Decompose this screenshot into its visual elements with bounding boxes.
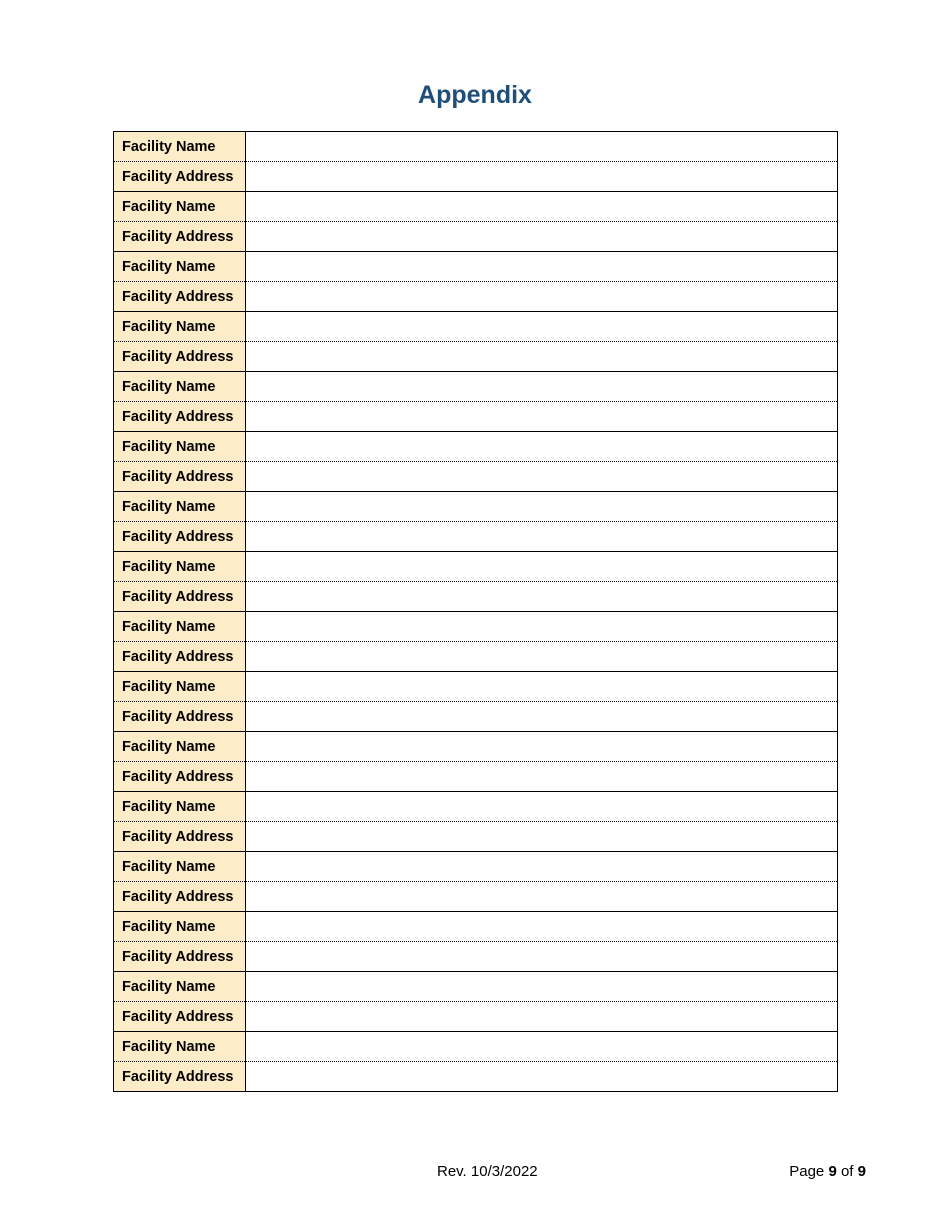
facility-name-label: Facility Name (114, 972, 246, 1002)
facility-address-input[interactable] (246, 882, 837, 911)
facility-address-input[interactable] (246, 402, 837, 431)
facility-address-input-cell[interactable] (246, 342, 838, 372)
facility-address-label: Facility Address (114, 702, 246, 732)
facility-address-row (114, 402, 838, 432)
facility-address-input[interactable] (246, 1002, 837, 1031)
facility-name-label: Facility Name (114, 672, 246, 702)
facility-name-input-cell[interactable] (246, 672, 838, 702)
facility-address-input[interactable] (246, 702, 837, 731)
revision-date: Rev. 10/3/2022 (437, 1163, 538, 1180)
facility-address-input[interactable] (246, 522, 837, 551)
facility-address-row (114, 522, 838, 552)
facility-name-label: Facility Name (114, 792, 246, 822)
facility-name-label: Facility Name (114, 552, 246, 582)
facility-name-input-cell[interactable] (246, 852, 838, 882)
facility-table (113, 131, 838, 1092)
facility-address-row (114, 162, 838, 192)
facility-address-input-cell[interactable] (246, 702, 838, 732)
facility-name-input[interactable] (246, 612, 837, 641)
page-title: Appendix (418, 81, 532, 109)
facility-address-label: Facility Address (114, 882, 246, 912)
facility-address-label: Facility Address (114, 462, 246, 492)
facility-name-input[interactable] (246, 852, 837, 881)
facility-name-row (114, 552, 838, 582)
facility-name-row (114, 672, 838, 702)
facility-address-input-cell[interactable] (246, 162, 838, 192)
facility-address-label: Facility Address (114, 822, 246, 852)
facility-name-input[interactable] (246, 252, 837, 281)
facility-address-label: Facility Address (114, 282, 246, 312)
facility-address-label: Facility Address (114, 942, 246, 972)
facility-address-input-cell[interactable] (246, 1062, 838, 1092)
facility-address-label: Facility Address (114, 222, 246, 252)
facility-address-input-cell[interactable] (246, 1002, 838, 1032)
facility-name-input-cell[interactable] (246, 192, 838, 222)
facility-address-input[interactable] (246, 822, 837, 851)
facility-name-input-cell[interactable] (246, 432, 838, 462)
facility-address-input-cell[interactable] (246, 402, 838, 432)
facility-address-input-cell[interactable] (246, 522, 838, 552)
facility-name-input[interactable] (246, 132, 837, 161)
facility-name-input-cell[interactable] (246, 492, 838, 522)
facility-name-input-cell[interactable] (246, 552, 838, 582)
facility-address-input-cell[interactable] (246, 762, 838, 792)
facility-name-input[interactable] (246, 552, 837, 581)
facility-address-label: Facility Address (114, 402, 246, 432)
facility-name-row (114, 972, 838, 1002)
facility-address-label: Facility Address (114, 162, 246, 192)
facility-name-input-cell[interactable] (246, 612, 838, 642)
facility-table-body (114, 132, 838, 1092)
facility-address-label: Facility Address (114, 762, 246, 792)
page-separator: of (840, 1163, 854, 1180)
facility-name-input-cell[interactable] (246, 372, 838, 402)
facility-name-row (114, 852, 838, 882)
facility-name-row (114, 792, 838, 822)
facility-address-label: Facility Address (114, 522, 246, 552)
facility-name-input-cell[interactable] (246, 972, 838, 1002)
facility-name-row (114, 912, 838, 942)
facility-address-row (114, 582, 838, 612)
facility-name-input[interactable] (246, 432, 837, 461)
facility-name-label: Facility Name (114, 432, 246, 462)
facility-address-input-cell[interactable] (246, 642, 838, 672)
facility-address-label: Facility Address (114, 1062, 246, 1092)
facility-name-input[interactable] (246, 192, 837, 221)
facility-name-label: Facility Name (114, 312, 246, 342)
facility-address-label: Facility Address (114, 582, 246, 612)
page-number (789, 1162, 866, 1182)
facility-name-label: Facility Name (114, 732, 246, 762)
facility-name-row (114, 372, 838, 402)
facility-name-input-cell[interactable] (246, 792, 838, 822)
facility-name-input[interactable] (246, 492, 837, 521)
facility-name-input[interactable] (246, 732, 837, 761)
facility-name-label: Facility Name (114, 492, 246, 522)
facility-name-label: Facility Name (114, 372, 246, 402)
facility-address-row (114, 342, 838, 372)
facility-name-input-cell[interactable] (246, 912, 838, 942)
facility-name-input[interactable] (246, 972, 837, 1001)
facility-name-input-cell[interactable] (246, 732, 838, 762)
facility-name-row (114, 1032, 838, 1062)
facility-address-input-cell[interactable] (246, 582, 838, 612)
page-current: 9 (828, 1163, 837, 1180)
facility-name-row (114, 132, 838, 162)
facility-name-input[interactable] (246, 672, 837, 701)
facility-address-row (114, 702, 838, 732)
facility-address-input[interactable] (246, 222, 837, 251)
facility-address-label: Facility Address (114, 1002, 246, 1032)
facility-address-input[interactable] (246, 282, 837, 311)
facility-address-row (114, 642, 838, 672)
page-prefix: Page (789, 1163, 825, 1180)
facility-address-row (114, 1002, 838, 1032)
facility-name-label: Facility Name (114, 132, 246, 162)
facility-name-row (114, 312, 838, 342)
facility-name-row (114, 612, 838, 642)
facility-address-label: Facility Address (114, 642, 246, 672)
facility-name-row (114, 252, 838, 282)
facility-name-row (114, 732, 838, 762)
facility-address-input[interactable] (246, 642, 837, 671)
facility-name-label: Facility Name (114, 192, 246, 222)
facility-address-input-cell[interactable] (246, 222, 838, 252)
facility-address-row (114, 282, 838, 312)
facility-address-input-cell[interactable] (246, 882, 838, 912)
facility-address-input[interactable] (246, 1062, 837, 1091)
facility-address-input[interactable] (246, 342, 837, 371)
facility-name-label: Facility Name (114, 912, 246, 942)
facility-name-input[interactable] (246, 312, 837, 341)
facility-name-input[interactable] (246, 1032, 837, 1061)
facility-address-input-cell[interactable] (246, 942, 838, 972)
facility-address-input-cell[interactable] (246, 282, 838, 312)
facility-address-input[interactable] (246, 582, 837, 611)
facility-address-input[interactable] (246, 162, 837, 191)
facility-name-row (114, 192, 838, 222)
facility-name-label: Facility Name (114, 1032, 246, 1062)
facility-name-input[interactable] (246, 372, 837, 401)
facility-name-row (114, 432, 838, 462)
facility-address-input-cell[interactable] (246, 462, 838, 492)
facility-address-row (114, 222, 838, 252)
facility-address-label: Facility Address (114, 342, 246, 372)
facility-name-input-cell[interactable] (246, 132, 838, 162)
facility-address-input[interactable] (246, 762, 837, 791)
facility-name-label: Facility Name (114, 852, 246, 882)
page-total: 9 (857, 1163, 866, 1180)
facility-name-row (114, 492, 838, 522)
facility-name-input-cell[interactable] (246, 1032, 838, 1062)
facility-name-input[interactable] (246, 912, 837, 941)
facility-name-input[interactable] (246, 792, 837, 821)
facility-address-input[interactable] (246, 462, 837, 491)
facility-name-label: Facility Name (114, 252, 246, 282)
facility-address-row (114, 462, 838, 492)
facility-address-row (114, 942, 838, 972)
facility-address-row (114, 822, 838, 852)
facility-address-row (114, 882, 838, 912)
facility-address-input[interactable] (246, 942, 837, 971)
facility-address-row (114, 762, 838, 792)
facility-address-input-cell[interactable] (246, 822, 838, 852)
facility-name-input-cell[interactable] (246, 312, 838, 342)
facility-address-row (114, 1062, 838, 1092)
facility-name-input-cell[interactable] (246, 252, 838, 282)
facility-name-label: Facility Name (114, 612, 246, 642)
